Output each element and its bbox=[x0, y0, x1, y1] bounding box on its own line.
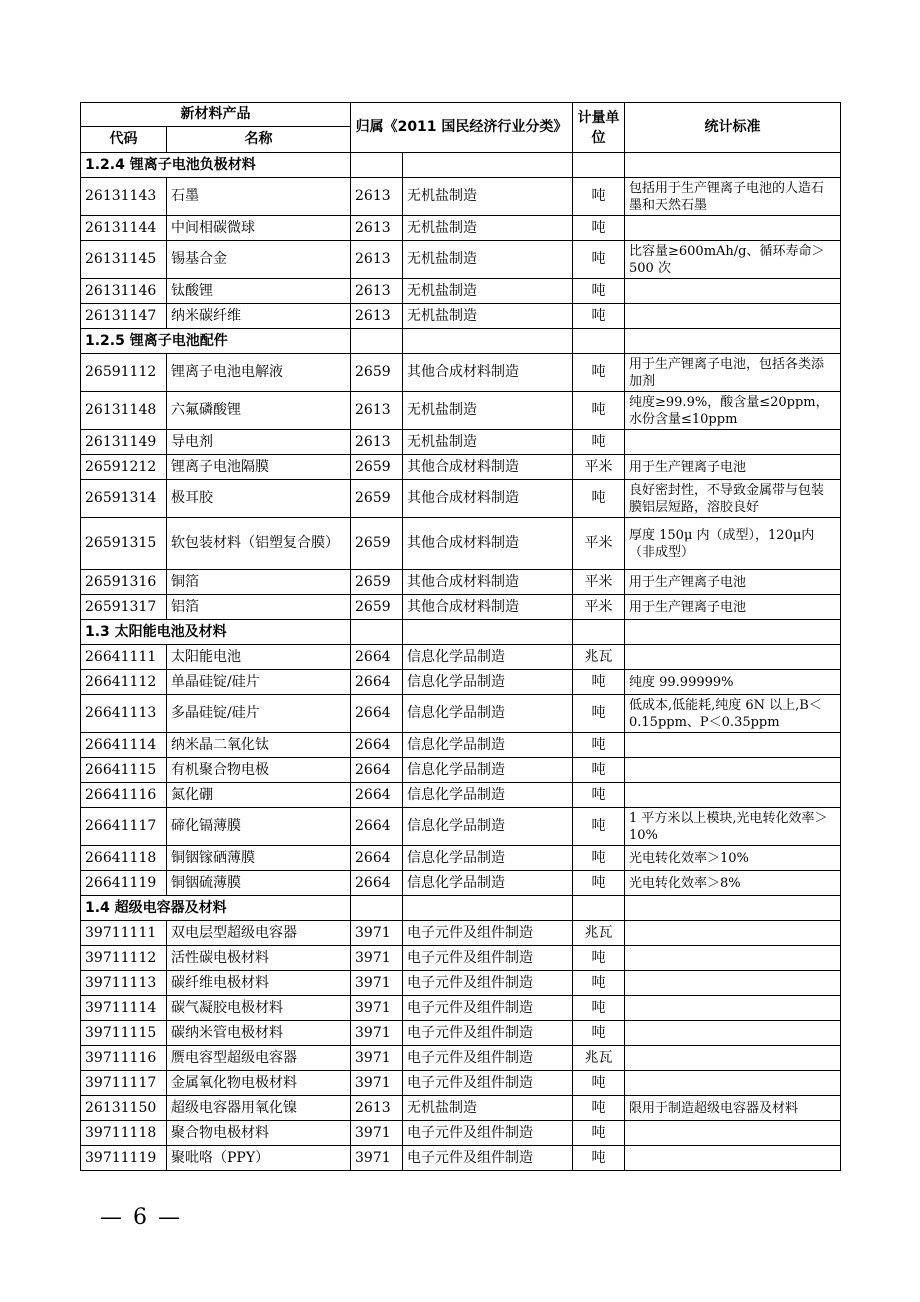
industry-name: 其他合成材料制造 bbox=[403, 354, 573, 392]
product-code: 26641113 bbox=[81, 695, 167, 733]
unit: 吨 bbox=[573, 1071, 625, 1096]
table-row bbox=[81, 921, 841, 946]
unit: 吨 bbox=[573, 946, 625, 971]
product-code: 39711116 bbox=[81, 1046, 167, 1071]
statistical-standard: 用于生产锂离子电池 bbox=[625, 455, 841, 480]
product-name: 石墨 bbox=[167, 178, 351, 216]
unit: 吨 bbox=[573, 430, 625, 455]
unit: 吨 bbox=[573, 241, 625, 279]
standard-cell bbox=[625, 153, 841, 178]
statistical-standard: 低成本,低能耗,纯度 6N 以上,B＜0.15ppm、P＜0.35ppm bbox=[625, 695, 841, 733]
industry-name: 无机盐制造 bbox=[403, 279, 573, 304]
table-row bbox=[81, 570, 841, 595]
unit: 平米 bbox=[573, 595, 625, 620]
standard-cell bbox=[625, 896, 841, 921]
unit-cell bbox=[573, 153, 625, 178]
statistical-standard: 纯度≥99.9%，酸含量≤20ppm，水份含量≤10ppm bbox=[625, 392, 841, 430]
unit: 吨 bbox=[573, 670, 625, 695]
product-name: 多晶硅锭/硅片 bbox=[167, 695, 351, 733]
table-row bbox=[81, 1146, 841, 1171]
table-row bbox=[81, 518, 841, 570]
unit: 平米 bbox=[573, 455, 625, 480]
product-name: 超级电容器用氧化镍 bbox=[167, 1096, 351, 1121]
product-code: 26591112 bbox=[81, 354, 167, 392]
product-code: 39711114 bbox=[81, 996, 167, 1021]
product-code: 26131150 bbox=[81, 1096, 167, 1121]
product-name: 纳米晶二氧化钛 bbox=[167, 733, 351, 758]
table-row bbox=[81, 971, 841, 996]
unit: 兆瓦 bbox=[573, 1046, 625, 1071]
product-name: 碳气凝胶电极材料 bbox=[167, 996, 351, 1021]
unit: 吨 bbox=[573, 279, 625, 304]
industry-code: 2613 bbox=[351, 1096, 403, 1121]
statistical-standard: 比容量≥600mAh/g、循环寿命＞500 次 bbox=[625, 241, 841, 279]
table-row bbox=[81, 595, 841, 620]
industry-name: 其他合成材料制造 bbox=[403, 595, 573, 620]
table-row bbox=[81, 455, 841, 480]
statistical-standard bbox=[625, 758, 841, 783]
industry-name: 无机盐制造 bbox=[403, 304, 573, 329]
statistical-standard: 良好密封性，不导致金属带与包装膜铝层短路，溶胶良好 bbox=[625, 480, 841, 518]
industry-code: 2664 bbox=[351, 733, 403, 758]
industry-code: 2613 bbox=[351, 392, 403, 430]
product-code: 39711113 bbox=[81, 971, 167, 996]
product-name: 六氟磷酸锂 bbox=[167, 392, 351, 430]
product-name: 极耳胶 bbox=[167, 480, 351, 518]
unit: 吨 bbox=[573, 808, 625, 846]
industry-code: 2664 bbox=[351, 808, 403, 846]
product-name: 赝电容型超级电容器 bbox=[167, 1046, 351, 1071]
product-code: 26641119 bbox=[81, 871, 167, 896]
product-code: 26131148 bbox=[81, 392, 167, 430]
industry-code: 2659 bbox=[351, 570, 403, 595]
industry-code: 2664 bbox=[351, 846, 403, 871]
statistical-standard bbox=[625, 921, 841, 946]
product-name: 纳米碳纤维 bbox=[167, 304, 351, 329]
statistical-standard bbox=[625, 971, 841, 996]
product-name: 锡基合金 bbox=[167, 241, 351, 279]
table-row bbox=[81, 783, 841, 808]
industry-code-cell bbox=[351, 329, 403, 354]
product-code: 26131145 bbox=[81, 241, 167, 279]
product-code: 39711111 bbox=[81, 921, 167, 946]
unit: 吨 bbox=[573, 971, 625, 996]
unit: 吨 bbox=[573, 871, 625, 896]
product-name: 碳纳米管电极材料 bbox=[167, 1021, 351, 1046]
industry-name: 无机盐制造 bbox=[403, 392, 573, 430]
industry-code: 2664 bbox=[351, 695, 403, 733]
product-name: 钛酸锂 bbox=[167, 279, 351, 304]
industry-code-cell bbox=[351, 153, 403, 178]
industry-code: 2659 bbox=[351, 354, 403, 392]
industry-name: 信息化学品制造 bbox=[403, 808, 573, 846]
product-code: 26641115 bbox=[81, 758, 167, 783]
unit: 吨 bbox=[573, 1146, 625, 1171]
section-title: 1.2.5 锂离子电池配件 bbox=[81, 329, 351, 354]
industry-code: 3971 bbox=[351, 921, 403, 946]
industry-code: 2664 bbox=[351, 670, 403, 695]
industry-code: 2664 bbox=[351, 645, 403, 670]
table-row bbox=[81, 354, 841, 392]
statistics-table bbox=[80, 102, 841, 1171]
product-name: 氮化硼 bbox=[167, 783, 351, 808]
product-name: 单晶硅锭/硅片 bbox=[167, 670, 351, 695]
industry-code: 3971 bbox=[351, 1121, 403, 1146]
table-row bbox=[81, 695, 841, 733]
table-row bbox=[81, 392, 841, 430]
unit-cell bbox=[573, 620, 625, 645]
industry-name: 电子元件及组件制造 bbox=[403, 1121, 573, 1146]
page-number: — 6 — bbox=[100, 1205, 182, 1230]
statistical-standard: 光电转化效率＞10% bbox=[625, 846, 841, 871]
industry-code: 2613 bbox=[351, 178, 403, 216]
product-name: 铜铟镓硒薄膜 bbox=[167, 846, 351, 871]
header-name: 名称 bbox=[167, 127, 351, 153]
table-row bbox=[81, 733, 841, 758]
unit: 吨 bbox=[573, 480, 625, 518]
product-name: 金属氧化物电极材料 bbox=[167, 1071, 351, 1096]
product-code: 26131147 bbox=[81, 304, 167, 329]
unit: 平米 bbox=[573, 570, 625, 595]
product-code: 26641111 bbox=[81, 645, 167, 670]
table-row bbox=[81, 996, 841, 1021]
statistical-standard bbox=[625, 430, 841, 455]
industry-name: 电子元件及组件制造 bbox=[403, 1071, 573, 1096]
table-row bbox=[81, 1071, 841, 1096]
industry-code: 2659 bbox=[351, 595, 403, 620]
table-body bbox=[81, 153, 841, 1171]
product-name: 铜箔 bbox=[167, 570, 351, 595]
statistical-standard: 用于生产锂离子电池，包括各类添加剂 bbox=[625, 354, 841, 392]
section-row bbox=[81, 153, 841, 178]
industry-name: 信息化学品制造 bbox=[403, 695, 573, 733]
unit: 吨 bbox=[573, 846, 625, 871]
statistical-standard bbox=[625, 1021, 841, 1046]
header-unit: 计量单位 bbox=[573, 103, 625, 153]
industry-name-cell bbox=[403, 620, 573, 645]
product-code: 26591315 bbox=[81, 518, 167, 570]
industry-code: 2659 bbox=[351, 480, 403, 518]
table-row bbox=[81, 1046, 841, 1071]
unit: 吨 bbox=[573, 783, 625, 808]
industry-code: 2664 bbox=[351, 871, 403, 896]
statistical-standard: 用于生产锂离子电池 bbox=[625, 595, 841, 620]
product-name: 双电层型超级电容器 bbox=[167, 921, 351, 946]
product-code: 26641112 bbox=[81, 670, 167, 695]
statistical-standard bbox=[625, 1071, 841, 1096]
statistical-standard bbox=[625, 216, 841, 241]
industry-name: 电子元件及组件制造 bbox=[403, 1046, 573, 1071]
industry-name: 信息化学品制造 bbox=[403, 645, 573, 670]
section-title: 1.3 太阳能电池及材料 bbox=[81, 620, 351, 645]
product-name: 活性碳电极材料 bbox=[167, 946, 351, 971]
header-industry: 归属《2011 国民经济行业分类》 bbox=[351, 103, 573, 153]
statistical-standard: 厚度 150μ 内（成型），120μ内（非成型） bbox=[625, 518, 841, 570]
statistical-standard bbox=[625, 1146, 841, 1171]
statistical-standard: 光电转化效率＞8% bbox=[625, 871, 841, 896]
product-code: 26641117 bbox=[81, 808, 167, 846]
section-title: 1.4 超级电容器及材料 bbox=[81, 896, 351, 921]
industry-name-cell bbox=[403, 329, 573, 354]
product-name: 铝箔 bbox=[167, 595, 351, 620]
industry-code: 3971 bbox=[351, 946, 403, 971]
statistical-standard: 限用于制造超级电容器及材料 bbox=[625, 1096, 841, 1121]
product-name: 太阳能电池 bbox=[167, 645, 351, 670]
statistical-standard bbox=[625, 304, 841, 329]
statistical-standard bbox=[625, 279, 841, 304]
industry-name: 电子元件及组件制造 bbox=[403, 971, 573, 996]
industry-code: 2613 bbox=[351, 279, 403, 304]
table-header bbox=[81, 103, 841, 153]
product-code: 26131149 bbox=[81, 430, 167, 455]
table-row bbox=[81, 430, 841, 455]
unit: 吨 bbox=[573, 304, 625, 329]
table-row bbox=[81, 808, 841, 846]
industry-code: 2613 bbox=[351, 216, 403, 241]
header-product-group: 新材料产品 bbox=[81, 103, 351, 127]
unit: 吨 bbox=[573, 354, 625, 392]
industry-name: 电子元件及组件制造 bbox=[403, 946, 573, 971]
unit: 吨 bbox=[573, 178, 625, 216]
statistical-standard bbox=[625, 1121, 841, 1146]
industry-name: 无机盐制造 bbox=[403, 241, 573, 279]
unit: 平米 bbox=[573, 518, 625, 570]
industry-name: 信息化学品制造 bbox=[403, 670, 573, 695]
unit: 吨 bbox=[573, 733, 625, 758]
industry-code: 3971 bbox=[351, 1046, 403, 1071]
product-code: 26131144 bbox=[81, 216, 167, 241]
product-name: 导电剂 bbox=[167, 430, 351, 455]
product-code: 39711115 bbox=[81, 1021, 167, 1046]
statistical-standard bbox=[625, 946, 841, 971]
unit: 吨 bbox=[573, 216, 625, 241]
statistical-standard: 包括用于生产锂离子电池的人造石墨和天然石墨 bbox=[625, 178, 841, 216]
product-code: 26591212 bbox=[81, 455, 167, 480]
unit: 吨 bbox=[573, 758, 625, 783]
section-title: 1.2.4 锂离子电池负极材料 bbox=[81, 153, 351, 178]
industry-code: 3971 bbox=[351, 996, 403, 1021]
statistical-standard: 纯度 99.99999% bbox=[625, 670, 841, 695]
table-row bbox=[81, 1096, 841, 1121]
product-name: 铜铟硫薄膜 bbox=[167, 871, 351, 896]
table-row bbox=[81, 480, 841, 518]
header-code: 代码 bbox=[81, 127, 167, 153]
statistical-standard: 用于生产锂离子电池 bbox=[625, 570, 841, 595]
industry-name: 其他合成材料制造 bbox=[403, 518, 573, 570]
product-code: 26641116 bbox=[81, 783, 167, 808]
header-standard: 统计标准 bbox=[625, 103, 841, 153]
product-name: 有机聚合物电极 bbox=[167, 758, 351, 783]
product-code: 26591314 bbox=[81, 480, 167, 518]
industry-code-cell bbox=[351, 620, 403, 645]
industry-name: 电子元件及组件制造 bbox=[403, 921, 573, 946]
product-code: 26591316 bbox=[81, 570, 167, 595]
product-name: 碳纤维电极材料 bbox=[167, 971, 351, 996]
industry-name: 其他合成材料制造 bbox=[403, 480, 573, 518]
industry-name: 无机盐制造 bbox=[403, 1096, 573, 1121]
table-row bbox=[81, 178, 841, 216]
product-name: 碲化镉薄膜 bbox=[167, 808, 351, 846]
industry-name: 信息化学品制造 bbox=[403, 846, 573, 871]
table-row bbox=[81, 216, 841, 241]
section-row bbox=[81, 620, 841, 645]
product-code: 26131146 bbox=[81, 279, 167, 304]
industry-code: 2613 bbox=[351, 430, 403, 455]
product-code: 39711112 bbox=[81, 946, 167, 971]
unit: 兆瓦 bbox=[573, 921, 625, 946]
industry-code: 2613 bbox=[351, 241, 403, 279]
table-row bbox=[81, 279, 841, 304]
table-row bbox=[81, 1121, 841, 1146]
statistical-standard bbox=[625, 1046, 841, 1071]
industry-name: 无机盐制造 bbox=[403, 178, 573, 216]
product-code: 39711117 bbox=[81, 1071, 167, 1096]
industry-name-cell bbox=[403, 153, 573, 178]
industry-code: 2659 bbox=[351, 518, 403, 570]
product-code: 26641118 bbox=[81, 846, 167, 871]
table-row bbox=[81, 1021, 841, 1046]
product-code: 26641114 bbox=[81, 733, 167, 758]
statistical-standard bbox=[625, 645, 841, 670]
standard-cell bbox=[625, 620, 841, 645]
industry-name: 其他合成材料制造 bbox=[403, 455, 573, 480]
statistical-standard bbox=[625, 996, 841, 1021]
table-row bbox=[81, 645, 841, 670]
industry-name: 信息化学品制造 bbox=[403, 733, 573, 758]
unit: 吨 bbox=[573, 392, 625, 430]
standard-cell bbox=[625, 329, 841, 354]
statistical-standard bbox=[625, 783, 841, 808]
industry-name: 电子元件及组件制造 bbox=[403, 1146, 573, 1171]
product-name: 软包装材料（铝塑复合膜） bbox=[167, 518, 351, 570]
industry-code: 2613 bbox=[351, 304, 403, 329]
industry-name: 无机盐制造 bbox=[403, 430, 573, 455]
industry-name: 其他合成材料制造 bbox=[403, 570, 573, 595]
industry-code: 2659 bbox=[351, 455, 403, 480]
product-code: 26131143 bbox=[81, 178, 167, 216]
table-row bbox=[81, 758, 841, 783]
table-row bbox=[81, 846, 841, 871]
industry-code: 3971 bbox=[351, 971, 403, 996]
industry-name: 电子元件及组件制造 bbox=[403, 1021, 573, 1046]
unit: 吨 bbox=[573, 695, 625, 733]
product-code: 39711119 bbox=[81, 1146, 167, 1171]
table-row bbox=[81, 241, 841, 279]
unit-cell bbox=[573, 329, 625, 354]
industry-name: 信息化学品制造 bbox=[403, 871, 573, 896]
table-row bbox=[81, 946, 841, 971]
industry-name: 电子元件及组件制造 bbox=[403, 996, 573, 1021]
section-row bbox=[81, 896, 841, 921]
product-name: 聚吡咯（PPY） bbox=[167, 1146, 351, 1171]
table-row bbox=[81, 670, 841, 695]
unit: 吨 bbox=[573, 1096, 625, 1121]
statistical-standard: 1 平方米以上模块,光电转化效率＞10% bbox=[625, 808, 841, 846]
industry-name: 无机盐制造 bbox=[403, 216, 573, 241]
product-code: 39711118 bbox=[81, 1121, 167, 1146]
industry-code: 3971 bbox=[351, 1146, 403, 1171]
statistical-standard bbox=[625, 733, 841, 758]
industry-code: 3971 bbox=[351, 1021, 403, 1046]
industry-name: 信息化学品制造 bbox=[403, 783, 573, 808]
section-row bbox=[81, 329, 841, 354]
product-code: 26591317 bbox=[81, 595, 167, 620]
industry-code: 3971 bbox=[351, 1071, 403, 1096]
product-name: 锂离子电池隔膜 bbox=[167, 455, 351, 480]
industry-name-cell bbox=[403, 896, 573, 921]
product-name: 中间相碳微球 bbox=[167, 216, 351, 241]
product-name: 锂离子电池电解液 bbox=[167, 354, 351, 392]
unit: 吨 bbox=[573, 996, 625, 1021]
product-name: 聚合物电极材料 bbox=[167, 1121, 351, 1146]
industry-code-cell bbox=[351, 896, 403, 921]
table-row bbox=[81, 871, 841, 896]
unit: 吨 bbox=[573, 1021, 625, 1046]
industry-code: 2664 bbox=[351, 783, 403, 808]
industry-name: 信息化学品制造 bbox=[403, 758, 573, 783]
unit-cell bbox=[573, 896, 625, 921]
industry-code: 2664 bbox=[351, 758, 403, 783]
table-row bbox=[81, 304, 841, 329]
unit: 兆瓦 bbox=[573, 645, 625, 670]
unit: 吨 bbox=[573, 1121, 625, 1146]
